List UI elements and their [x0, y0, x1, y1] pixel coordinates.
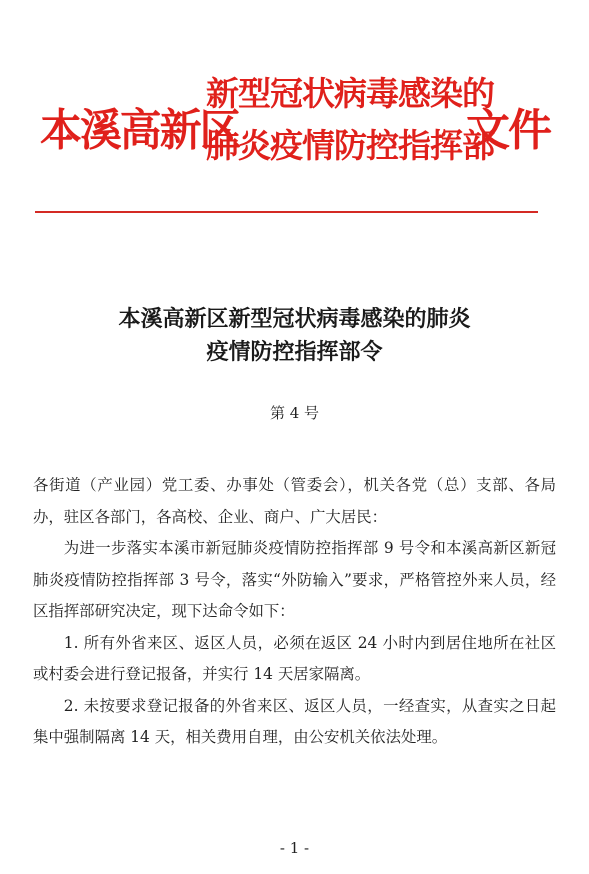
header-issuer-left: 本溪高新区: [40, 105, 240, 156]
document-title-line-1: 本溪高新区新型冠状病毒感染的肺炎: [118, 306, 471, 332]
header-issuer-middle-bottom: 肺炎疫情防控指挥部: [206, 126, 494, 165]
order-number: 第 4 号: [269, 404, 320, 422]
header-document-label: 文件: [466, 105, 550, 156]
page-number: - 1 -: [279, 839, 310, 857]
red-divider-line: [35, 211, 538, 213]
document-title-line-2: 疫情防控指挥部令: [206, 339, 383, 365]
item-1-paragraph: 1. 所有外省来区、返区人员，必须在返区 24 小时内到居住地所在社区或村委会进行登记报备，并实行 14 天居家隔离。: [33, 633, 556, 683]
header-issuer-middle-top: 新型冠状病毒感染的: [206, 74, 494, 113]
document-red-header: [30, 68, 570, 168]
document-body: [33, 470, 556, 754]
item-2-paragraph: 2. 未按要求登记报备的外省来区、返区人员，一经查实，从查实之日起集中强制隔离 14 天，相关费用自理，由公安机关依法处理。: [33, 696, 556, 746]
recipients-paragraph: 各街道（产业园）党工委、办事处（管委会），机关各党（总）支部、各局办，驻区各部门，各高校、企业、商户、广大居民：: [33, 476, 556, 526]
intro-paragraph: 为进一步落实本溪市新冠肺炎疫情防控指挥部 9 号令和本溪高新区新冠肺炎疫情防控指挥部 3 号令，落实“外防输入”要求，严格管控外来人员，经区指挥部研究决定，现下达命令如下：: [33, 539, 556, 620]
